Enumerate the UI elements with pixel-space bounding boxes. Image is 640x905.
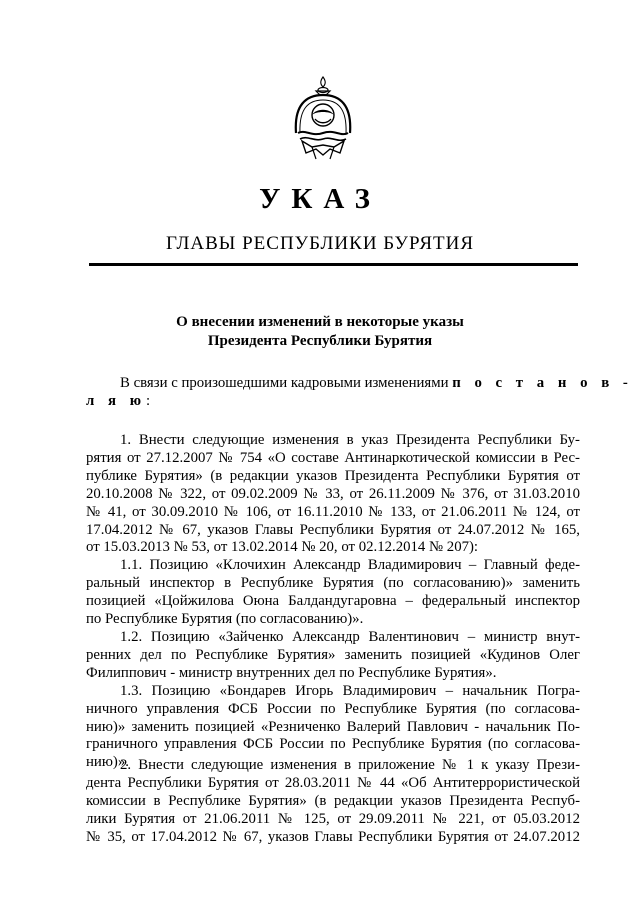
item-1-line: 20.10.2008 № 322, от 09.02.2009 № 33, от 26.11.2009 № 376, от 31.03.2010: [86, 485, 580, 502]
decree-subtitle: ГЛАВЫ РЕСПУБЛИКИ БУРЯТИЯ: [165, 233, 475, 254]
item-1-3-line: 1.3. Позицию «Бондарев Игорь Владимирович – начальник Погра-: [120, 682, 580, 699]
intro-line-1: [86, 375, 633, 393]
intro-text: В связи с произошедшими кадровыми изменениями: [120, 375, 453, 391]
item-1-1-line: по Республике Бурятия (по согласованию)».: [86, 611, 364, 628]
item-1-line: № 41, от 30.09.2010 № 106, от 16.11.2010 № 133, от 21.06.2011 № 124, от: [86, 503, 580, 520]
item-1-line: публике Бурятия» (в редакции указов Президента Республики Бурятия от: [86, 467, 580, 484]
item-2-line: дента Республики Бурятия от 28.03.2011 № 44 «Об Антитеррористической: [86, 774, 580, 791]
coat-of-arms-emblem: [290, 75, 356, 161]
header-divider: [89, 263, 578, 266]
item-2-line: № 35, от 17.04.2012 № 67, указов Главы Республики Бурятия от 24.07.2012: [86, 828, 580, 845]
item-1-paragraph: [86, 432, 580, 772]
item-1-line: 17.04.2012 № 67, указов Главы Республики Бурятия от 24.07.2012 № 165,: [86, 521, 580, 538]
item-1-2-line: ренних дел по Республике Бурятия» заменить позицией «Кудинов Олег: [86, 646, 580, 663]
decree-title: УКАЗ: [259, 183, 381, 215]
item-1-1-line: позицией «Цойжилова Оюна Балдандугаровна – федеральный инспектор: [86, 593, 580, 610]
item-2-paragraph: [86, 757, 580, 847]
intro-spaced-keyword: п о с т а н о в -: [452, 375, 633, 391]
item-1-3-line: ничного управления ФСБ России по Республике Бурятия (по согласова-: [86, 700, 580, 717]
item-1-3-line: нию)» заменить позицией «Резниченко Валерий Павлович - начальник По-: [86, 718, 580, 735]
intro-line-2: [86, 393, 580, 411]
intro-colon: :: [146, 392, 151, 409]
item-1-1-line: ральный инспектор в Республике Бурятия (по согласованию)» заменить: [86, 575, 580, 592]
item-1-1-line: 1.1. Позицию «Клочихин Александр Владимирович – Главный феде-: [120, 557, 580, 574]
heading-line-1: О внесении изменений в некоторые указы: [176, 314, 464, 330]
item-2-line: комиссии в Республике Бурятия» (в редакции указов Президента Респуб-: [86, 792, 580, 809]
item-1-2-line: 1.2. Позицию «Зайченко Александр Валентинович – министр внут-: [120, 628, 580, 645]
item-2-line: лики Бурятия от 21.06.2011 № 125, от 29.09.2011 № 221, от 05.03.2012: [86, 810, 580, 827]
intro-paragraph: [86, 375, 633, 411]
item-1-2-line: Филиппович - министр внутренних дел по Республике Бурятия».: [86, 664, 497, 681]
intro-spaced-keyword-end: л я ю: [86, 392, 147, 409]
item-1-3-line: граничного управления ФСБ России по Республике Бурятия (по согласова-: [86, 736, 580, 753]
item-1-line: 1. Внести следующие изменения в указ Президента Республики Бу-: [120, 432, 580, 448]
heading-line-2: Президента Республики Бурятия: [207, 333, 433, 349]
item-1-3-line: нию)».: [86, 754, 129, 771]
item-2-line: 2. Внести следующие изменения в приложение № 1 к указу Прези-: [120, 757, 580, 773]
item-1-line: от 15.03.2013 № 53, от 13.02.2014 № 20, от 02.12.2014 № 207):: [86, 539, 479, 556]
item-1-line: рятия от 27.12.2007 № 754 «О составе Антинаркотической комиссии в Рес-: [86, 449, 580, 466]
decree-heading: [0, 313, 640, 351]
